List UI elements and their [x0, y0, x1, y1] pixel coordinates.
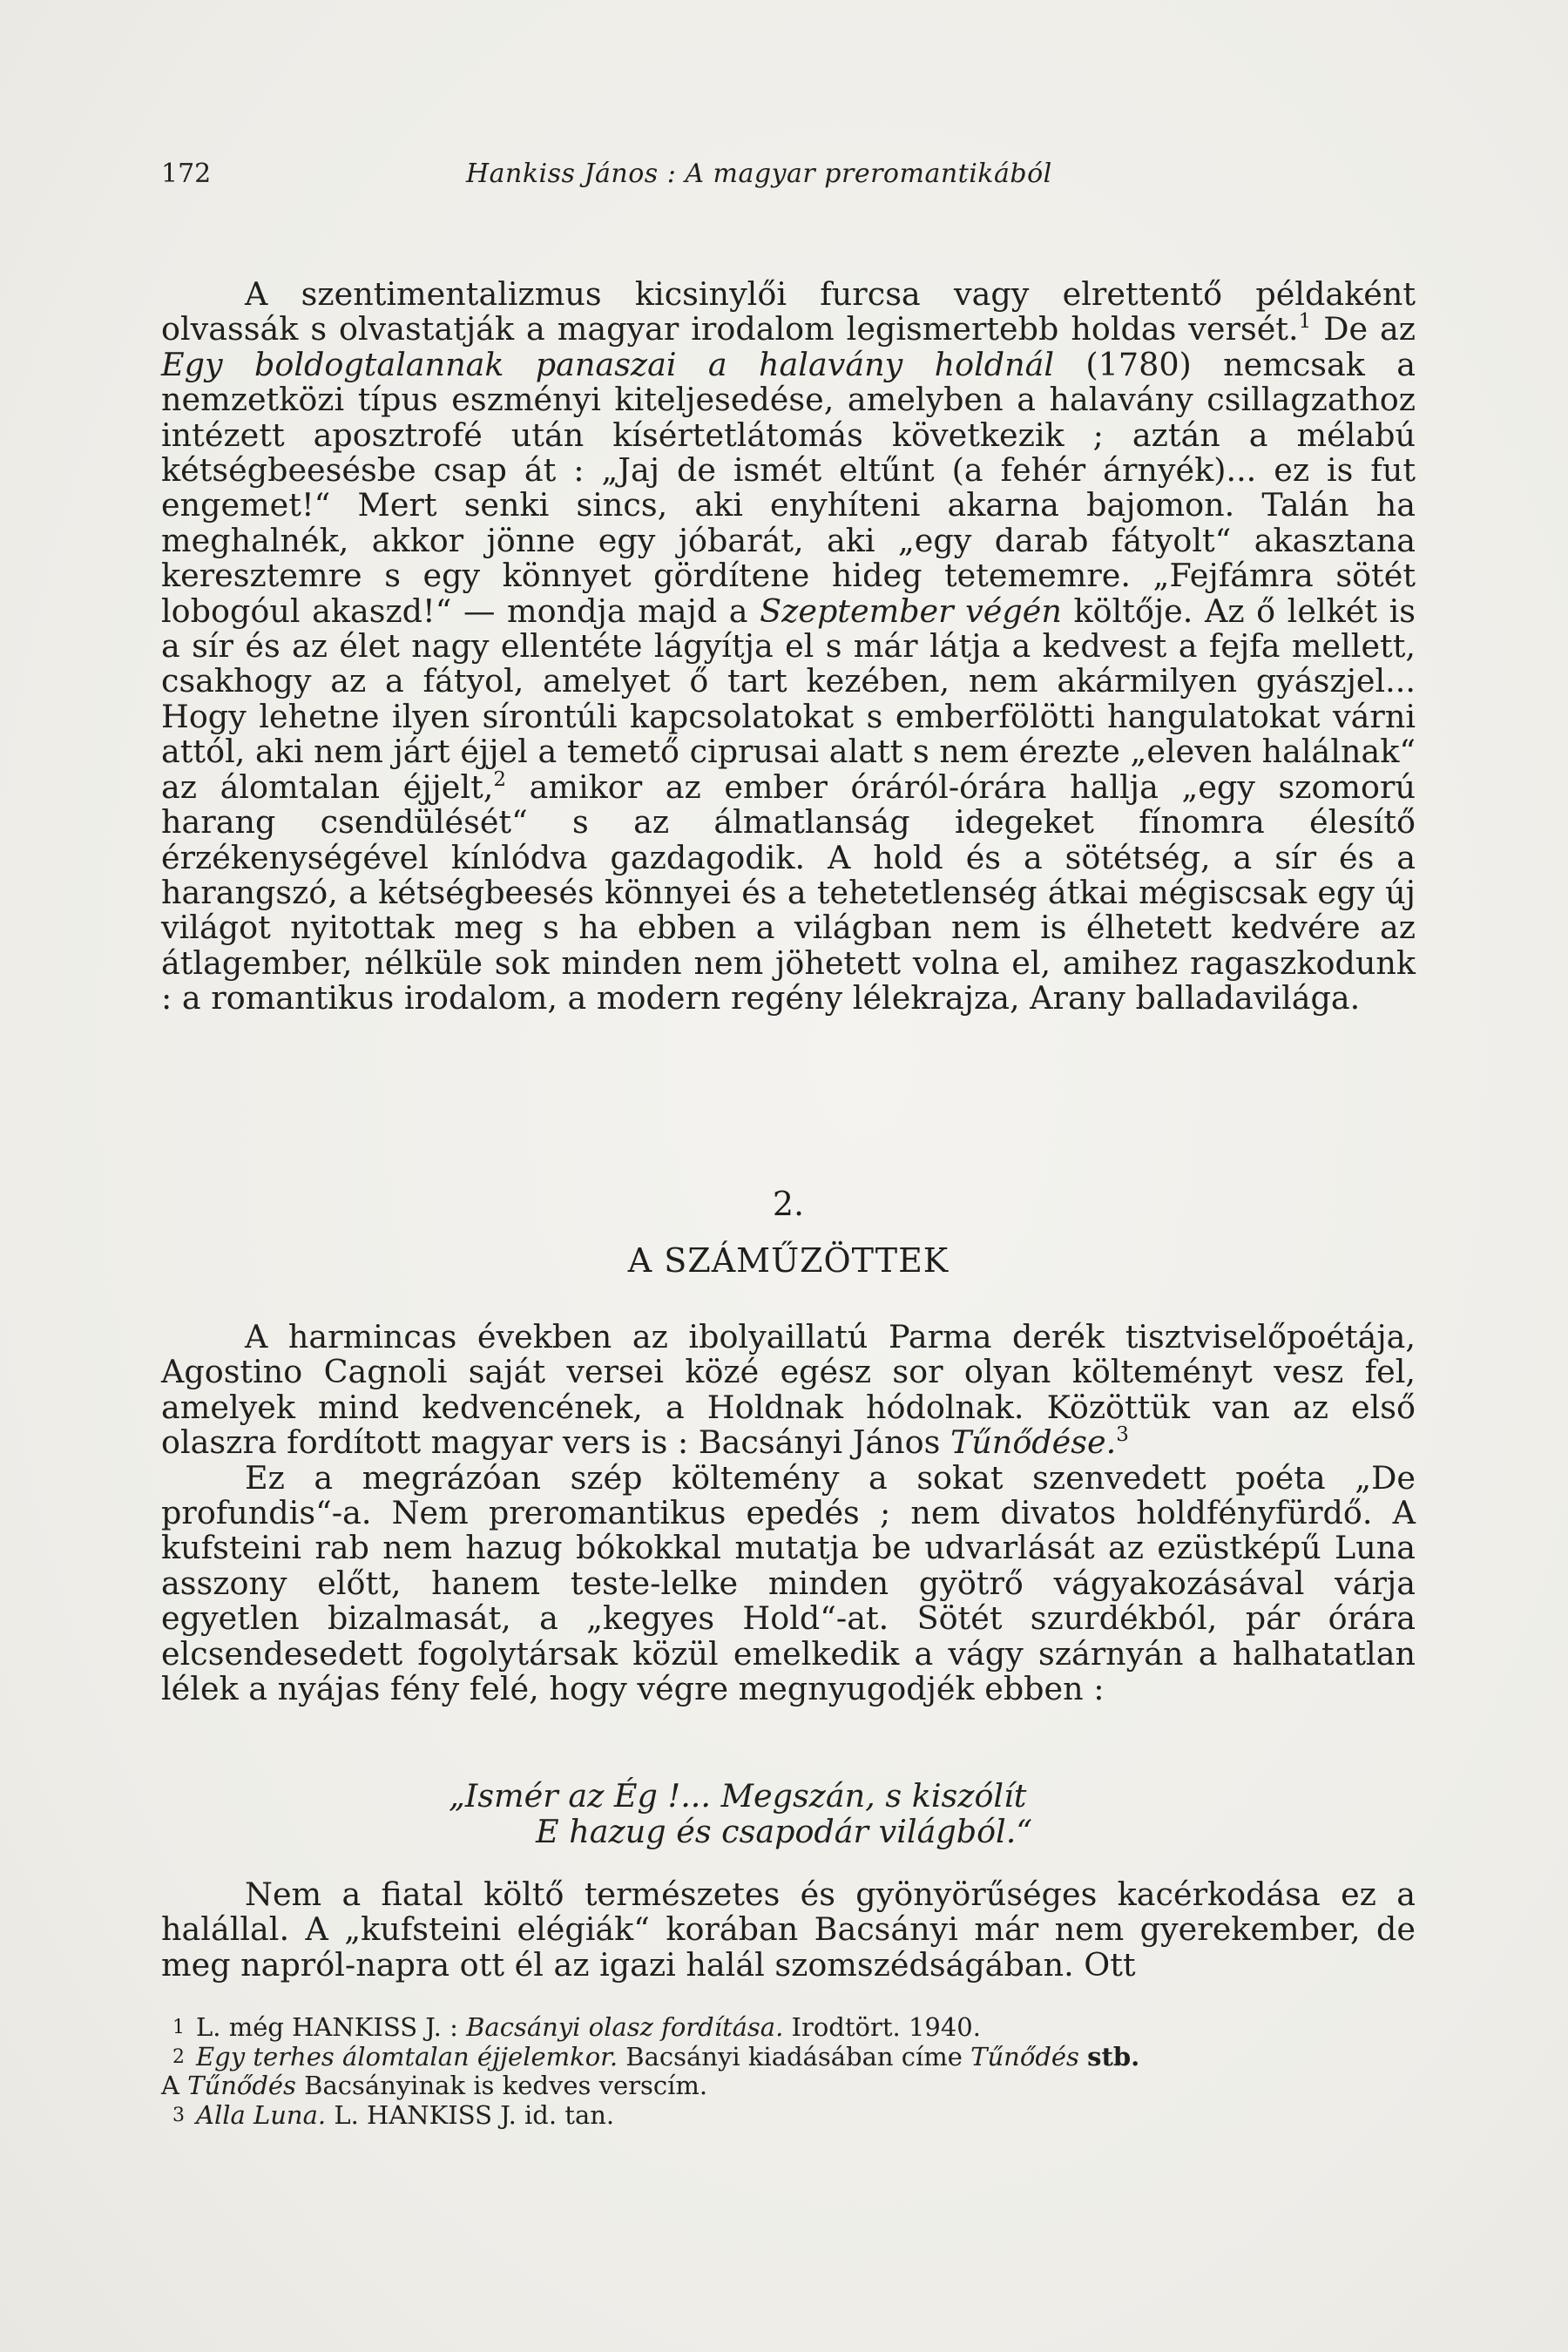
verse-line: E hazug és csapodár világból.“ — [536, 1813, 1032, 1850]
section-title: A SZÁMŰZÖTTEK — [627, 1241, 950, 1280]
page-header — [161, 159, 1416, 202]
paragraph-2: A harmincas években az ibolyaillatú Parma derék tisztviselőpoétája, Agostino Cagnoli saját versei közé egész sor olyan költeményt vesz fel, amelyek mind kedvencének, a Holdnak hódolnak. Közöttük van az első olaszra fordított magyar vers is : Bacsányi János Tűnődése.$^3$ — [161, 1318, 1416, 1462]
footnote-mark: 3 — [172, 2104, 185, 2126]
body-text-upper — [161, 277, 1416, 1017]
verse-line: „Ismér az Ég !... Megszán, s kiszólít — [449, 1777, 1027, 1815]
running-title: Hankiss János : A magyar preromantikából — [466, 159, 1052, 189]
footnote-mark: 2 — [172, 2045, 185, 2068]
footnote-2-continued: A Tűnődés Bacsányinak is kedves verscím. — [161, 2071, 708, 2100]
body-text-lower — [161, 1320, 1416, 1707]
footnote-mark: 1 — [172, 2017, 185, 2038]
paragraph-4: Nem a fiatal költő természetes és gyönyörűséges kacérkodása ez a halállal. A „kufsteini elégiák“ korában Bacsányi már nem gyerekember, de meg napról-napra ott él az igazi halál szomszédságában. Ott — [161, 1876, 1416, 1984]
footnote-ref-2: 2 — [493, 767, 506, 791]
paragraph-1: A szentimentalizmus kicsinylői furcsa vagy elrettentő példaként olvassák s olvastatják a magyar irodalom legismertebb holdas versét.$^1$ De az Egy boldogtalannak panaszai a halavány holdnál (1780) nemcsak a nemzetközi típus eszményi kiteljesedése, amelyben a halavány csillagzathoz intézett aposztrofé után kísértetlátomás következik ; aztán a mélabú kétségbeesésbe csap át : „Jaj de ismét eltűnt (a fehér árnyék)... ez is fut engemet!“ Mert senki sincs, aki enyhíteni akarna bajomon. Talán ha meghalnék, akkor jönne egy jóbarát, aki „egy darab fátyolt“ akasztana keresztemre s egy könnyet gördítene hideg tetememre. „Fejfámra sötét lobogóul akaszd!“ — mondja majd a Szeptember végén költője. Az ő lelkét is a sír és az élet nagy ellentéte lágyítja el s már látja a kedvest a fejfa mellett, csakhogy az a fátyol, amelyet ő tart kezében, nem akármilyen gyászjel... Hogy lehetne ilyen sírontúli kapcsolatokat s emberfölötti hangulatokat várni attól, aki nem járt éjjel a temető ciprusai alatt s nem érezte „eleven halálnak“ az álomtalan éjjelt,$^2$ amikor az ember óráról-órára hallja „egy szomorú harang csendülését“ s az álmatlanság idegeket fínomra élesítő érzékenységével kínlódva gazdagodik. A hold és a sötétség, a sír és a harangszó, a kétségbeesés könnyei és a tehetetlenség átkai mégiscsak egy új világot nyitottak meg s ha ebben a világban nem is élhetett kedvére az átlagember, nélküle sok minden nem jöhetett volna el, amihez ragaszkodunk : a romantikus irodalom, a modern regény lélekrajza, Arany balladavilága. — [161, 275, 1416, 1017]
paragraph-3: Ez a megrázóan szép költemény a sokat szenvedett poéta „De profundis“-a. Nem preromantikus epedés ; nem divatos holdfényfürdő. A kufsteini rab nem hazug bókokkal mutatja be udvarlását az ezüstképű Luna asszony előtt, hanem teste-lelke minden gyötrő vágyakozásával várja egyetlen bizalmasát, a „kegyes Hold“-at. Sötét szurdékból, pár órára elcsendesedett fogolytársak közül emelkedik a vágy szárnyán a halhatatlan lélek a nyájas fény felé, hogy végre megnyugodjék ebben : — [161, 1458, 1416, 1708]
section-number: 2. — [772, 1185, 805, 1223]
footnote-3: 3 Alla Luna. L. HANKISS J. id. tan. — [161, 2101, 1416, 2131]
page-number: 172 — [161, 159, 212, 189]
body-text-end — [161, 1877, 1416, 1983]
footnote-1: 1 L. még HANKISS J. : Bacsányi olasz fordítása. Irodtört. 1940. — [161, 2013, 1416, 2043]
verse-quote — [449, 1778, 1032, 1849]
footnote-ref-1: 1 — [1298, 310, 1312, 334]
footnote-2: 2 Egy terhes álomtalan éjjelemkor. Bacsányi kiadásában címe Tűnődés stb. — [161, 2043, 1416, 2072]
footnotes — [161, 2013, 1416, 2130]
footnote-ref-3: 3 — [1116, 1423, 1129, 1447]
